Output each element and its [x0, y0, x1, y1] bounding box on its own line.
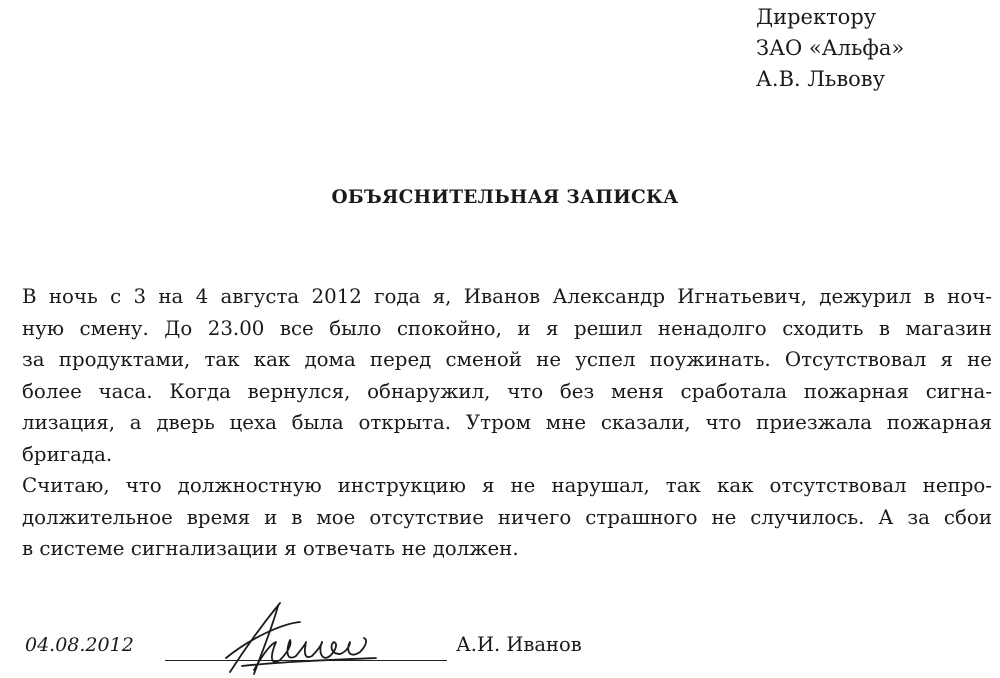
- signer-name: А.И. Иванов: [456, 633, 582, 656]
- addressee-block: [756, 2, 904, 95]
- signature-footer: [0, 600, 1000, 678]
- body-line: лизация, а дверь цеха была открыта. Утром мне сказали, что приезжала пожарная: [22, 411, 992, 434]
- addressee-company: ЗАО «Альфа»: [756, 36, 905, 60]
- addressee-position: Директору: [756, 5, 877, 29]
- document-date: 04.08.2012: [25, 634, 134, 656]
- addressee-name: А.В. Львову: [756, 67, 885, 91]
- body-line: более часа. Когда вернулся, обнаружил, что без меня сработала пожарная сигна-: [22, 379, 992, 403]
- body-line: за продуктами, так как дома перед сменой не успел поужинать. Отсутствовал я не: [22, 348, 992, 371]
- handwritten-signature: [218, 600, 378, 678]
- body-line: в системе сигнализации я отвечать не должен.: [22, 537, 519, 560]
- body-line: бригада.: [22, 442, 113, 466]
- body-line: ную смену. До 23.00 все было спокойно, и я решил ненадолго сходить в магазин: [22, 316, 992, 340]
- document-body: [22, 281, 992, 565]
- body-line: должительное время и в мое отсутствие ничего страшного не случилось. А за сбои: [22, 505, 992, 529]
- document-title: ОБЪЯСНИТЕЛЬНАЯ ЗАПИСКА: [331, 187, 679, 208]
- body-line: В ночь с 3 на 4 августа 2012 года я, Иванов Александр Игнатьевич, дежурил в ноч-: [22, 285, 992, 308]
- body-line: Считаю, что должностную инструкцию я не нарушал, так как отсутствовал непро-: [22, 474, 992, 497]
